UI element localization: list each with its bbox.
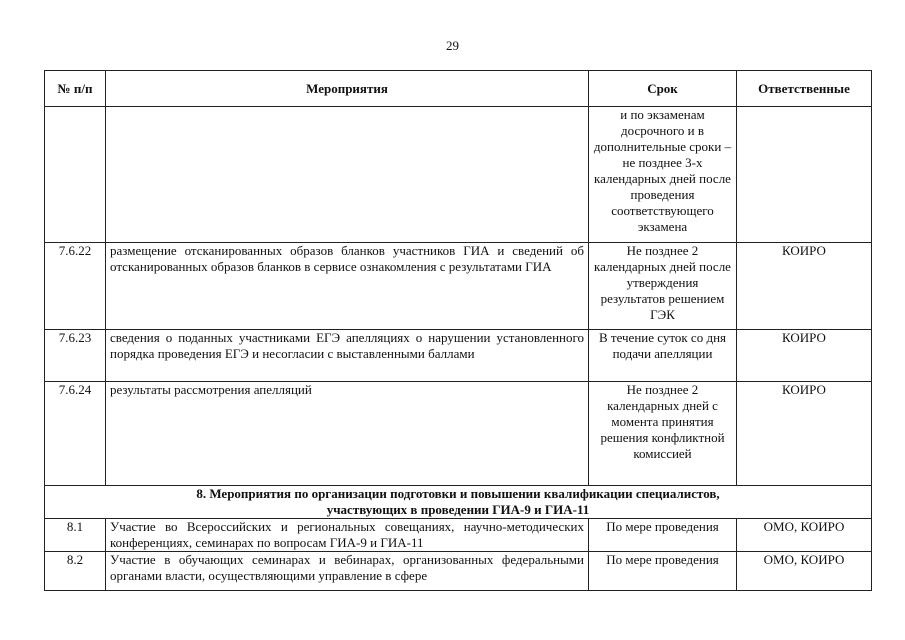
- table-row: [45, 107, 872, 243]
- row-term: По мере проведения: [589, 519, 737, 552]
- row-responsible: ОМО, КОИРО: [737, 519, 872, 552]
- table-row: [45, 519, 872, 552]
- section-title: 8. Мероприятия по организации подготовки и повышении квалификации специалистов, участвующих в проведении ГИА-9 и ГИА-11: [45, 486, 872, 519]
- table-row: [45, 552, 872, 591]
- row-term: и по экзаменам досрочного и в дополнительные сроки – не позднее 3-х календарных дней после проведения соответствующего экзамена: [589, 107, 737, 243]
- page-number: 29: [446, 38, 459, 53]
- row-activity: [106, 107, 589, 243]
- row-activity: сведения о поданных участниками ЕГЭ апелляциях о нарушении установленного порядка проведения ЕГЭ и несогласии с выставленными баллами: [106, 330, 589, 382]
- row-number: 7.6.23: [45, 330, 106, 382]
- row-term: Не позднее 2 календарных дней после утверждения результатов решением ГЭК: [589, 243, 737, 330]
- row-number: 7.6.22: [45, 243, 106, 330]
- row-activity: размещение отсканированных образов бланков участников ГИА и сведений об отсканированных образов бланков в сервисе ознакомления с результатами ГИА: [106, 243, 589, 330]
- row-responsible: [737, 107, 872, 243]
- row-responsible: ОМО, КОИРО: [737, 552, 872, 591]
- row-responsible: КОИРО: [737, 330, 872, 382]
- row-term: По мере проведения: [589, 552, 737, 591]
- table-row: [45, 330, 872, 382]
- row-activity: [106, 552, 589, 591]
- header-activity: Мероприятия: [106, 71, 589, 107]
- row-number: [45, 107, 106, 243]
- row-term: В течение суток со дня подачи апелляции: [589, 330, 737, 382]
- header-responsible: Ответственные: [737, 71, 872, 107]
- row-number: 8.1: [45, 519, 106, 552]
- section-heading-row: [45, 486, 872, 519]
- row-number: 7.6.24: [45, 382, 106, 486]
- header-number: № п/п: [45, 71, 106, 107]
- row-responsible: КОИРО: [737, 382, 872, 486]
- row-number: 8.2: [45, 552, 106, 591]
- plan-table: [44, 70, 872, 591]
- table-row: [45, 243, 872, 330]
- row-term: Не позднее 2 календарных дней с момента принятия решения конфликтной комиссией: [589, 382, 737, 486]
- table-header-row: [45, 71, 872, 107]
- row-activity: результаты рассмотрения апелляций: [106, 382, 589, 486]
- row-activity-text: Участие в обучающих семинарах и вебинарах, организованных федеральными органами власти, осуществляющими управление в сфере: [110, 552, 584, 583]
- table-row: [45, 382, 872, 486]
- row-responsible: КОИРО: [737, 243, 872, 330]
- row-activity: Участие во Всероссийских и региональных совещаниях, научно-методических конференциях, семинарах по вопросам ГИА-9 и ГИА-11: [106, 519, 589, 552]
- header-term: Срок: [589, 71, 737, 107]
